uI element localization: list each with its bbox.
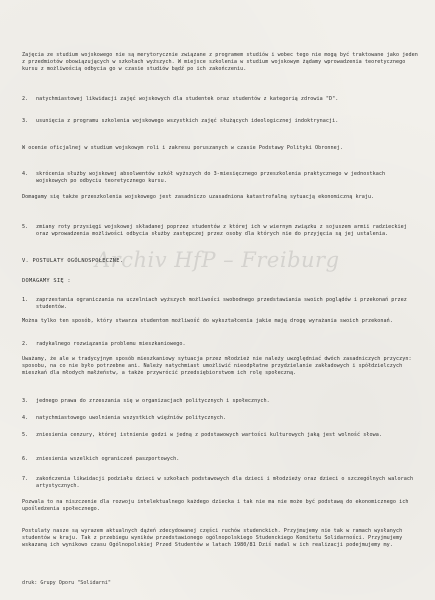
item-text: natychmiastowego uwolnienia wszystkich więźniów politycznych. [36,415,227,421]
paragraph: Pozwala to na niszczenie dla rozwoju intelektualnego każdego dziecka i tak nie ma nie może być podstawą do ekonomicznego ich upośledzenia społecznego. [22,499,412,513]
item-text: zmiany roty przysięgi wojskowej składanej poprzez studentów z której ich w wiernym związku z sojuszem armii radzieckiej oraz wprowadzenia możliwości odbycia służby zastępczej przez osoby dla których nie do przyjęcia są jej ustalenia. [36,224,411,238]
item-text: usunięcia z programu szkolenia wojskowego wszystkich zajęć służących ideologicznej indoktrynacji. [36,118,339,124]
item-number: 1. [22,297,29,303]
item-text: zaprzestania ograniczania na uczelniach wyższych możliwości swobodnego przedstawiania swoich poglądów i przekonań przez studentów. [36,297,411,311]
item-number: 2. [22,341,29,347]
item-text: zniesienia wszelkich ograniczeń paszportowych. [36,456,180,462]
item-number: 7. [22,476,29,482]
paragraph: Można tylko ten sposób, który stwarza studentom możliwość do wykształcenia jakie mają drogę wyrażania swoich przekonań. [22,318,393,324]
item-text: skrócenia służby wojskowej absolwentów szkół wyższych do 3-miesięcznego przeszkolenia praktycznego w jednostkach wojskowych po odbyciu teoretycznego kursu. [36,171,389,185]
item-text: jednego prawa do zrzeszania się w organizacjach politycznych i społecznych. [36,398,270,404]
item-number: 5. [22,432,29,438]
item-number: 3. [22,118,29,124]
item-text: zakończenia likwidacji podziału dzieci w szkołach podstawowych dla dzieci i młodzieży oraz dzieci o szczególnych walorach artystycznych. [36,476,417,490]
item-number: 3. [22,398,29,404]
item-text: radykalnego rozwiązania problemu mieszkaniowego. [36,341,186,347]
printer-signature: druk: Grupy Oporu "Solidarni" [22,580,111,586]
archive-watermark: Archiv HfP – Freiburg [95,248,340,272]
paragraph: Uważamy, że ale w tradycyjnym sposób mieszkaniowy sytuacja przez młodzież nie należy uwzględniać dwóch zasadniczych przyczyn: sposobu, na co nie było potrzebne ani. Należy natychmiast umożliwić nieodpłatne przydzielanie zakładowych i spółdzielczych mieszkań dla młodych małżeństw, a także przywrócić przedsiębiorstwom ich rolę społeczną. [22,356,415,377]
closing-paragraph: Postulaty nasze są wyrazem aktualnych dążeń zdecydowanej części ruchów studenckich. Przyjmujemy nie tak w ramach wysłanych studentów w kraju. Tak z przebiegu wyników przedstawionego ogólnopolskiego Studenckiego Komitetu Solidarności. Przyjmujemy wskazaną ich wynikowo czasu Ogólnopolskiej Przed Studentów w latach 1980/81 Dziś nadal w ich realizacji podejmujemy my. [22,528,406,549]
item-number: 6. [22,456,29,462]
item-number: 2. [22,96,29,102]
item-text: natychmiastowej likwidacji zajęć wojskowych dla studentek oraz studentów z kategorią zdrowia "D". [36,96,339,102]
paragraph: Domagamy się także przeszkolenia wojskowego jest zasadniczo uzasadniona katastrofalną sytuacją ekonomiczną kraju. [22,194,375,200]
intro-paragraph: Zajęcia ze studium wojskowego nie są merytorycznie związane z programem studiów i wobec tego nie mogą być traktowane jako jeden z przedmiotów obowiązujących w szkołach wyższych. W miejsce szkolenia w studium wojskowym żądamy wprowadzenia teoretycznego kursu z możliwością odbycia go w czasie studiów bądź po ich zakończeniu. [22,52,421,73]
item-text: zniesienia cenzury, której istnienie godzi w jedną z podstawowych wartości kulturowych jaką jest wolność słowa. [36,432,382,438]
demand-label: DOMAGAMY SIĘ : [22,278,71,284]
paragraph: W ocenie oficjalnej w studium wojskowym roli i zakresu poruszanych w czasie Podstawy Polityki Obronnej. [22,145,344,151]
section-heading: V. POSTULATY OGÓLNOSPOŁECZNE. [22,258,124,264]
item-number: 4. [22,171,29,177]
item-number: 5. [22,224,29,230]
item-number: 4. [22,415,29,421]
